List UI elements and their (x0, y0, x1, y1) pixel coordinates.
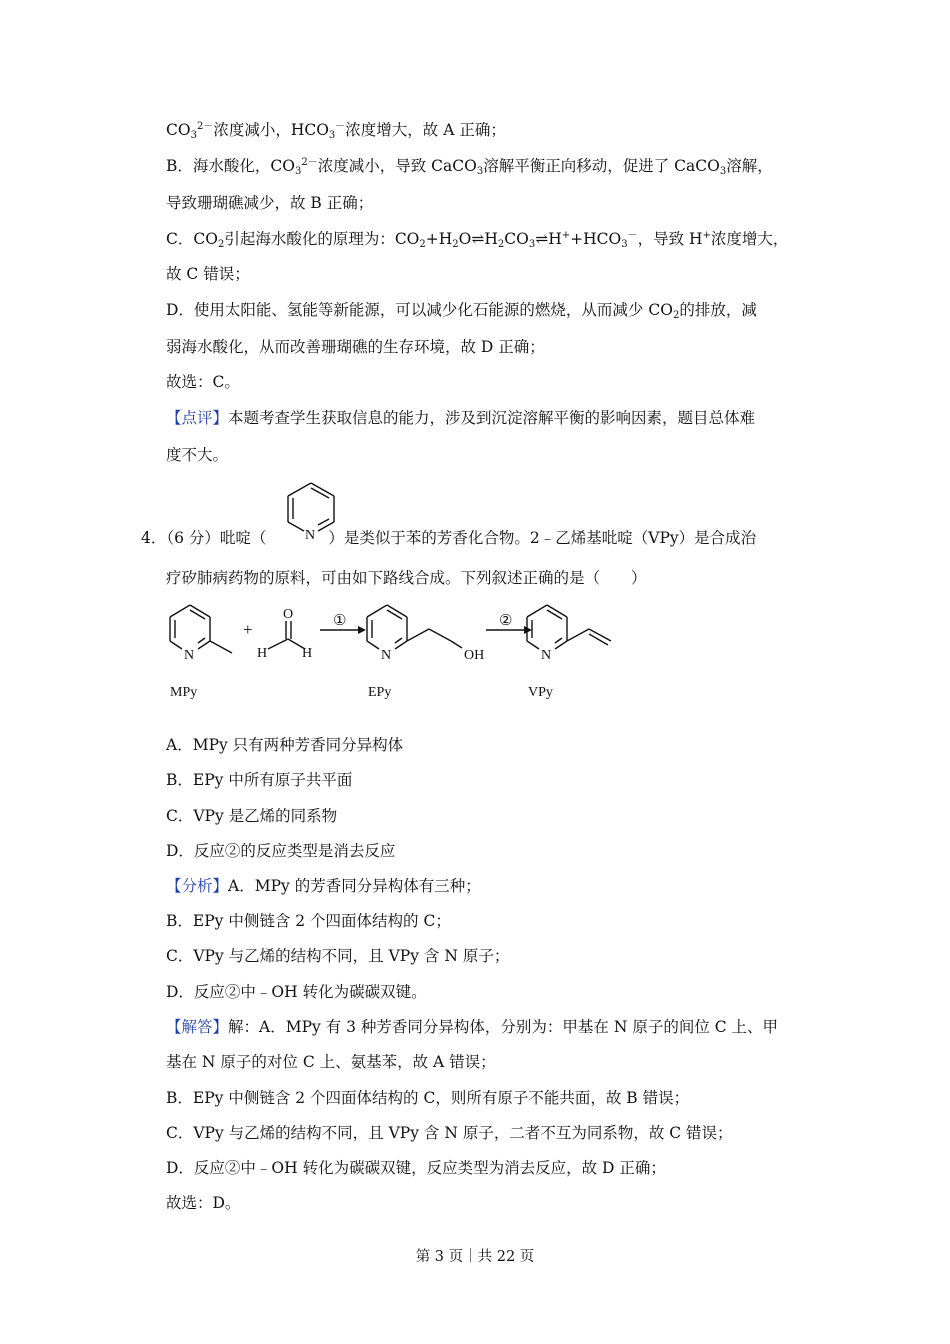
o-label: O (283, 607, 294, 622)
h-label-right: H (302, 646, 313, 661)
review-tag: 【点评】 (166, 409, 229, 427)
prev-line-5: 故 C 错误； (166, 265, 250, 283)
analysis-line-3: C．VPy 与乙烯的结构不同，且 VPy 含 N 原子； (166, 947, 510, 965)
prev-line-3: 导致珊瑚礁减少，故 B 正确； (166, 194, 374, 212)
epy-ring (367, 605, 462, 649)
epy-label: EPy (368, 685, 392, 700)
mpy-ring (170, 605, 232, 653)
vpy-ring (527, 605, 611, 649)
analysis-line-4: D．反应②中﹣OH 转化为碳碳双键。 (166, 983, 427, 1001)
page-footer: 第 3 页｜共 22 页 (415, 1249, 535, 1265)
mpy-label: MPy (170, 685, 198, 700)
prev-line-6: D．使用太阳能、氢能等新能源，可以减少化石能源的燃烧，从而减少 $CO_2$的排放，减 (166, 301, 757, 321)
answer-tag: 【解答】 (166, 1018, 229, 1036)
pyridine-structure (283, 478, 341, 544)
option-a: A．MPy 只有两种芳香同分异构体 (166, 736, 404, 754)
vpy-n-label: N (541, 648, 552, 663)
analysis-line-1: 【分析】A．MPy 的芳香同分异构体有三种； (166, 877, 481, 895)
option-c: C．VPy 是乙烯的同系物 (166, 807, 338, 825)
prev-line-8: 故选：C。 (166, 373, 240, 391)
oh-label: OH (464, 648, 485, 663)
formaldehyde (268, 621, 305, 649)
prev-line-1: $CO_3^{2-}$浓度减小，$HCO_3^-$浓度增大，故 A 正确； (166, 121, 506, 141)
pyridine-n-label: N (305, 528, 316, 543)
analysis-tag: 【分析】 (166, 877, 229, 895)
q4-stem-line-2: 疗矽肺病药物的原料，可由如下路线合成。下列叙述正确的是（ ） (166, 569, 647, 587)
reaction-scheme (160, 595, 620, 705)
mpy-n-label: N (184, 648, 195, 663)
q4-stem-line-1: 4．（6 分）吡啶（ ）是类似于苯的芳香化合物。2﹣乙烯基吡啶（VPy）是合成治 (141, 529, 757, 547)
epy-n-label: N (381, 648, 392, 663)
plus-sign: + (243, 620, 253, 639)
option-b: B．EPy 中所有原子共平面 (166, 771, 353, 789)
step-2-label: ② (499, 613, 513, 629)
review-line: 【点评】本题考查学生获取信息的能力，涉及到沉淀溶解平衡的影响因素，题目总体难 (166, 409, 756, 427)
answer-line-3: B．EPy 中侧链含 2 个四面体结构的 C，则所有原子不能共面，故 B 错误； (166, 1089, 690, 1107)
prev-line-10: 度不大。 (166, 446, 229, 464)
analysis-line-2: B．EPy 中侧链含 2 个四面体结构的 C； (166, 912, 451, 930)
option-d: D．反应②的反应类型是消去反应 (166, 842, 396, 860)
vpy-label: VPy (528, 685, 553, 700)
h-label-left: H (257, 646, 268, 661)
answer-line-4: C．VPy 与乙烯的结构不同，且 VPy 含 N 原子，二者不互为同系物，故 C 错误； (166, 1124, 733, 1142)
prev-line-2: B．海水酸化，$CO_3^{2-}$浓度减小，导致 CaCO$_3$溶解平衡正向移动，促进了 CaCO$_3$溶解， (166, 157, 773, 177)
answer-line-5: D．反应②中﹣OH 转化为碳碳双键，反应类型为消去反应，故 D 正确； (166, 1159, 666, 1177)
prev-line-7: 弱海水酸化，从而改善珊瑚礁的生存环境，故 D 正确； (166, 338, 545, 356)
answer-line-2: 基在 N 原子的对位 C 上、氨基苯，故 A 错误； (166, 1053, 496, 1071)
step-1-label: ① (333, 613, 347, 629)
answer-line-6: 故选：D。 (166, 1194, 241, 1212)
prev-line-4: C．$CO_2$引起海水酸化的原理为：$CO_2+H_2O\rightleftharpoons H_2CO_3\rightleftharpoons H^++HCO_3^-$，导致 H+浓度增大， (166, 230, 789, 250)
answer-line-1: 【解答】解：A．MPy 有 3 种芳香同分异构体，分别为：甲基在 N 原子的间位 C 上、甲 (166, 1018, 779, 1036)
q4-number: 4． (141, 529, 167, 547)
